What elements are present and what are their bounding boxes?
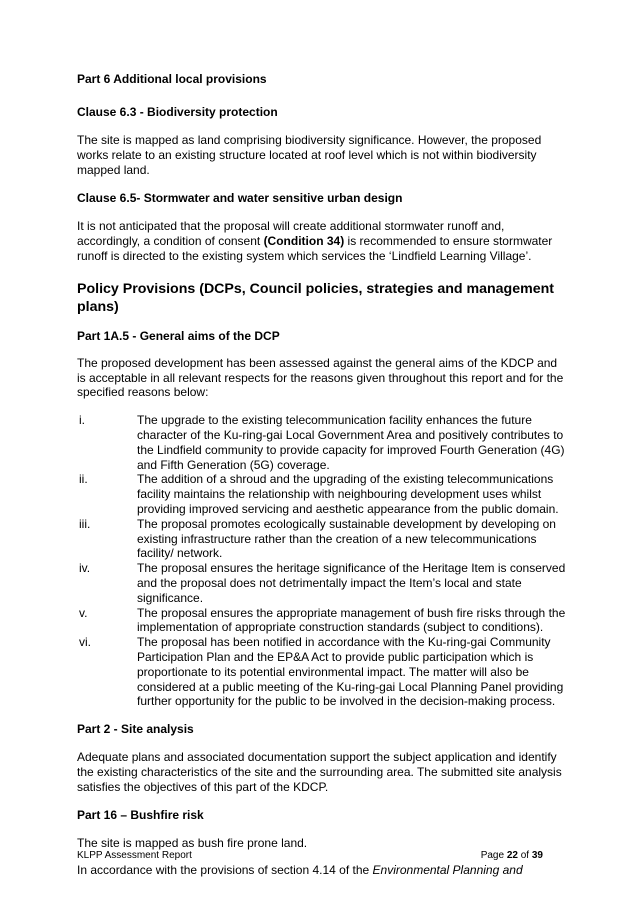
reason-item xyxy=(77,635,567,709)
part-16-text-2 xyxy=(77,863,567,878)
page-current: 22 xyxy=(506,850,518,861)
page-prefix: Page xyxy=(480,850,507,861)
reason-number: iv. xyxy=(79,561,91,576)
reason-text: The upgrade to the existing telecommunication facility enhances the future character of the Ku-ring-gai Local Government Area and positively contributes to the Lindfield community to provide capacity for improved Fourth Generation (4G) and Fifth Generation (5G) coverage. xyxy=(137,413,565,472)
reasons-list xyxy=(77,413,567,709)
part-2-text: Adequate plans and associated documentation support the subject application and identify the existing characteristics of the site and the surrounding area. The submitted site analysis satisfies the objectives of this part of the KDCP. xyxy=(77,750,562,794)
part-1a5-heading: Part 1A.5 - General aims of the DCP xyxy=(77,328,280,343)
reason-number: v. xyxy=(79,605,88,620)
clause-6-5-heading: Clause 6.5- Stormwater and water sensitive urban design xyxy=(77,191,403,206)
part-16-text-1: The site is mapped as bush fire prone land. xyxy=(77,835,308,850)
page-footer xyxy=(77,850,543,861)
reason-number: ii. xyxy=(79,472,88,487)
reason-item xyxy=(77,561,567,605)
page-total: 39 xyxy=(531,850,543,861)
policy-heading: Policy Provisions (DCPs, Council policies, strategies and management plans) xyxy=(77,280,554,315)
reason-text: The proposal has been notified in accordance with the Ku-ring-gai Community Participation Plan and the EP&A Act to provide public participation which is proportionate to its potential environmental impact. The matter will also be considered at a public meeting of the Ku-ring-gai Local Planning Panel providing further opportunity for the public to be involved in the decision-making process. xyxy=(137,635,564,709)
reason-number: iii. xyxy=(79,516,91,531)
clause-6-5-text-b: is recommended to ensure stormwater runoff is directed to the existing system which services the ‘Lindfield Learning Village’. xyxy=(77,234,553,263)
part-16-heading: Part 16 – Bushfire risk xyxy=(77,807,204,822)
part-2-heading: Part 2 - Site analysis xyxy=(77,722,194,737)
clause-6-5-text-a: It is not anticipated that the proposal will create additional stormwater runoff and, accordingly, a condition of consent xyxy=(77,219,505,249)
reason-text: The proposal ensures the heritage significance of the Heritage Item is conserved and the proposal does not detrimentally impact the Item’s local and state significance. xyxy=(137,561,566,605)
reason-item xyxy=(77,606,567,636)
clause-6-3-text: The site is mapped as land comprising biodiversity significance. However, the proposed works relate to an existing structure located at roof level which is not within biodiversity mapped land. xyxy=(77,133,542,177)
reason-text: The proposal ensures the appropriate management of bush fire risks through the implementation of appropriate construction standards (subject to conditions). xyxy=(137,605,566,635)
footer-report-title: KLPP Assessment Report xyxy=(77,850,192,861)
part-16-text-2-a: In accordance with the provisions of section 4.14 of the xyxy=(77,863,373,878)
reason-number: i. xyxy=(79,413,85,428)
page-number xyxy=(481,850,543,861)
condition-reference: (Condition 34) xyxy=(263,234,345,249)
clause-6-5-text xyxy=(77,219,567,263)
part6-heading: Part 6 Additional local provisions xyxy=(77,72,267,86)
reason-number: vi. xyxy=(79,635,91,650)
document-body xyxy=(77,71,567,878)
reason-item xyxy=(77,472,567,516)
reason-item xyxy=(77,517,567,561)
reason-text: The addition of a shroud and the upgrading of the existing telecommunications facility maintains the relationship with neighbouring development uses whilst providing improved servicing and aesthetic appearance from the public domain. xyxy=(137,472,559,516)
page-of: of xyxy=(517,850,532,861)
act-title: Environmental Planning and xyxy=(372,863,523,878)
reason-item xyxy=(77,413,567,472)
reason-text: The proposal promotes ecologically sustainable development by developing on existing infrastructure rather than the creation of a new telecommunications facility/ network. xyxy=(137,516,556,561)
part-1a5-intro: The proposed development has been assessed against the general aims of the KDCP and is acceptable in all relevant respects for the reasons given throughout this report and for the specified reasons below: xyxy=(77,355,564,400)
clause-6-3-heading: Clause 6.3 - Biodiversity protection xyxy=(77,105,278,119)
